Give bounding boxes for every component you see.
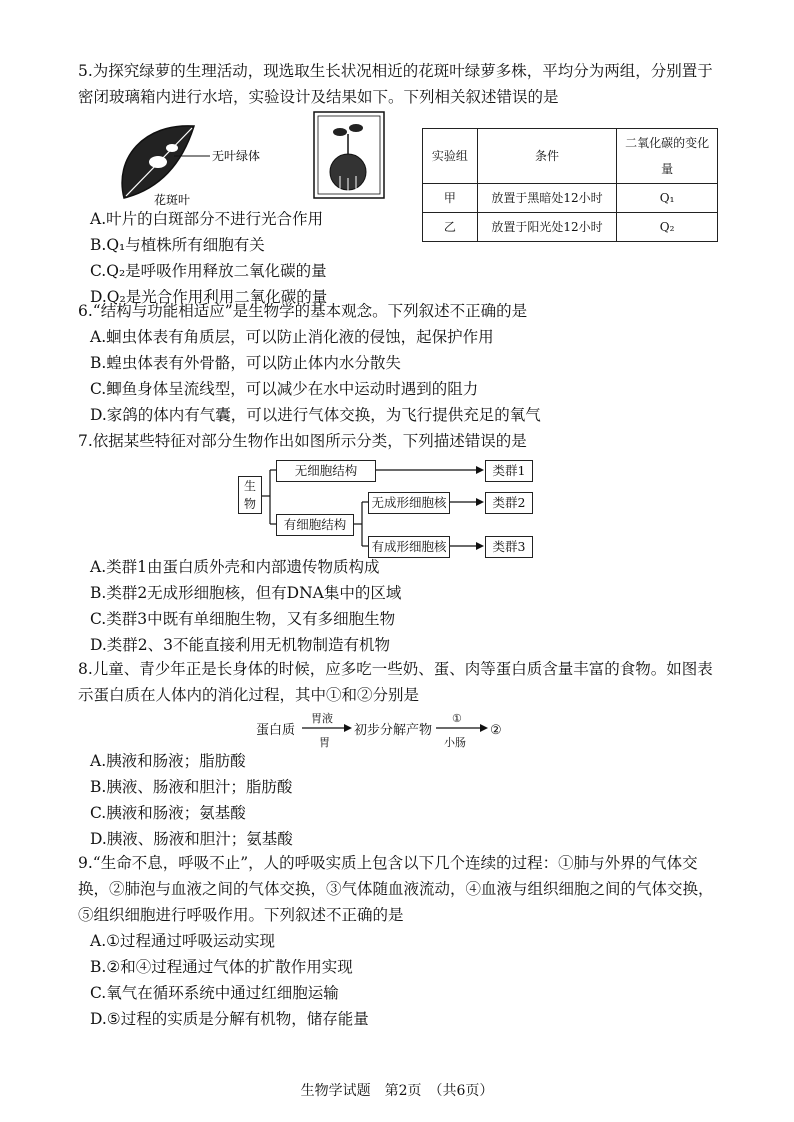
flow-marker-1: ① [452,712,462,725]
question-5-stem: 5.为探究绿萝的生理活动，现选取生长状况相近的花斑叶绿萝多株，平均分为两组，分别置于密闭玻璃箱内进行水培，实验设计及结果如下。下列相关叙述错误的是 [78,62,713,106]
question-9-stem: 9.“生命不息，呼吸不止”，人的呼吸实质上包含以下几个连续的过程：①肺与外界的气体交换，②肺泡与血液之间的气体交换，③气体随血液流动，④血液与组织细胞之间的气体交换，⑤组织细胞进行呼吸作用。下列叙述不正确的是 [78,854,714,924]
flow-initial-products: 初步分解产物 [354,723,433,738]
table-header: 二氧化碳的变化量 [617,129,718,184]
table-cell: Q₁ [617,184,718,213]
table-header-row [423,129,718,184]
question-5-option-a: A.叶片的白斑部分不进行光合作用 [90,210,324,228]
question-9-option-a: A.①过程通过呼吸运动实现 [90,932,276,950]
box-group-1: 类群1 [485,460,533,482]
box-group-2: 类群2 [485,492,533,514]
question-6-option-b: B.蝗虫体表有外骨骼，可以防止体内水分散失 [90,354,401,372]
question-6-stem: 6.“结构与功能相适应”是生物学的基本观念。下列叙述不正确的是 [78,302,528,320]
table-header: 实验组 [423,129,478,184]
question-9-option-c: C.氧气在循环系统中通过红细胞运输 [90,984,339,1002]
question-6-option-c: C.鲫鱼身体呈流线型，可以减少在水中运动时遇到的阻力 [90,380,479,398]
question-5-option-d: D.Q₂是光合作用利用二氧化碳的量 [90,288,328,306]
question-7-stem: 7.依据某些特征对部分生物作出如图所示分类，下列描述错误的是 [78,432,527,450]
question-8-option-c: C.胰液和肠液；氨基酸 [90,804,246,822]
question-7-option-a: A.类群1由蛋白质外壳和内部遗传物质构成 [90,558,380,576]
table-cell: 放置于黑暗处12小时 [477,184,616,213]
question-9-option-b: B.②和④过程通过气体的扩散作用实现 [90,958,353,976]
box-no-cell-structure: 无细胞结构 [276,460,376,482]
flow-protein: 蛋白质 [256,723,296,738]
question-6 [78,298,718,428]
question-7 [78,428,718,658]
question-5-option-c: C.Q₂是呼吸作用释放二氧化碳的量 [90,262,327,280]
flow-small-intestine: 小肠 [444,736,466,749]
spotted-leaf-drawing [114,118,294,206]
box-has-nucleus: 有成形细胞核 [368,536,450,558]
box-has-cell-structure: 有细胞结构 [276,514,354,536]
no-chlorophyll-label: 无叶绿体 [212,149,261,163]
flow-stomach: 胃 [319,736,330,749]
spotted-leaf-label: 花斑叶 [154,193,191,207]
table-cell: 甲 [423,184,478,213]
table-row [423,213,718,242]
question-7-option-b: B.类群2无成形细胞核，但有DNA集中的区域 [90,584,402,602]
question-6-option-a: A.蛔虫体表有角质层，可以防止消化液的侵蚀，起保护作用 [90,328,494,346]
classification-diagram [78,454,718,554]
question-6-option-d: D.家鸽的体内有气囊，可以进行气体交换，为飞行提供充足的氧气 [90,406,541,424]
question-9-option-d: D.⑤过程的实质是分解有机物，储存能量 [90,1010,369,1028]
table-cell: 乙 [423,213,478,242]
question-8-option-d: D.胰液、肠液和胆汁；氨基酸 [90,830,293,848]
flow-marker-2: ② [490,723,502,738]
question-9 [78,850,718,1032]
question-8-option-b: B.胰液、肠液和胆汁；脂肪酸 [90,778,293,796]
experiment-table [422,128,718,242]
flow-gastric-juice: 胃液 [311,712,333,725]
table-cell: 放置于阳光处12小时 [477,213,616,242]
question-8 [78,656,718,852]
question-7-option-d: D.类群2、3不能直接利用无机物制造有机物 [90,636,391,654]
table-cell: Q₂ [617,213,718,242]
table-row [423,184,718,213]
box-group-3: 类群3 [485,536,533,558]
question-5-option-b: B.Q₁与植株所有细胞有关 [90,236,265,254]
question-8-option-a: A.胰液和肠液；脂肪酸 [90,752,246,770]
page-footer: 生物学试题 第2页 （共6页） [300,1083,494,1099]
glass-box-drawing [310,110,390,202]
question-8-stem: 8.儿童、青少年正是长身体的时候，应多吃一些奶、蛋、肉等蛋白质含量丰富的食物。如图表示蛋白质在人体内的消化过程，其中①和②分别是 [78,660,713,704]
protein-digestion-flow [78,708,718,748]
root-box-organism: 生物 [238,476,262,514]
question-7-option-c: C.类群3中既有单细胞生物，又有多细胞生物 [90,610,396,628]
table-header: 条件 [477,129,616,184]
box-no-nucleus: 无成形细胞核 [368,492,450,514]
question-5 [78,58,718,310]
